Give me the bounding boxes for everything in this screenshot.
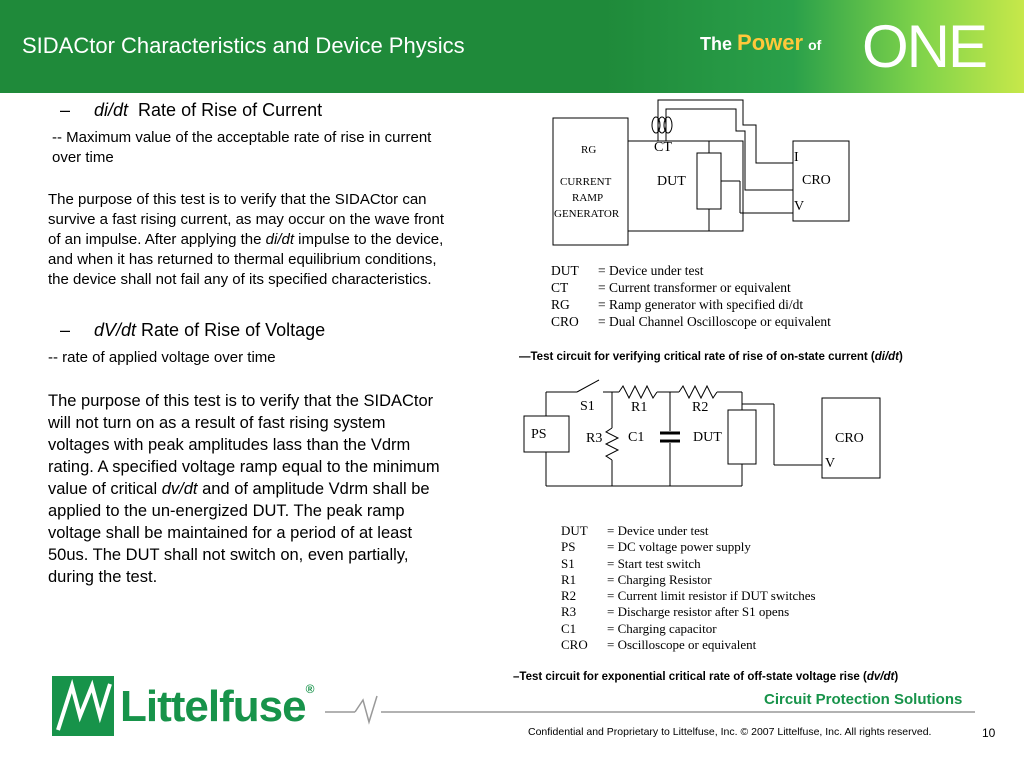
littelfuse-mark-icon bbox=[52, 676, 114, 736]
bullet2-subtext: -- rate of applied voltage over time bbox=[48, 349, 276, 366]
legend-row bbox=[551, 296, 831, 313]
legend-key: CRO bbox=[561, 637, 588, 653]
label-i: I bbox=[794, 150, 799, 165]
paragraph-text: The purpose of this test is to verify that the SIDACtor can survive a fast rising current, as may occur on the wave front of an impulse. After applying the bbox=[48, 191, 444, 248]
legend-row bbox=[561, 523, 816, 539]
legend-value: = Discharge resistor after S1 opens bbox=[607, 604, 790, 620]
bullet1-subtext: -- Maximum value of the acceptable rate of rise in current over time bbox=[52, 129, 432, 166]
legend-key: R1 bbox=[561, 571, 577, 587]
label-ps: PS bbox=[531, 427, 547, 442]
bullet-term: dV/dt bbox=[94, 320, 137, 340]
legend-key: S1 bbox=[561, 555, 575, 571]
caption-text: ) bbox=[899, 351, 903, 363]
caption-text: —Test circuit for verifying critical rate of rise of on-state current ( bbox=[519, 351, 875, 363]
legend-value: = Charging capacitor bbox=[607, 620, 717, 636]
label-current: CURRENT bbox=[560, 176, 612, 188]
paragraph-dv-dt bbox=[48, 390, 448, 588]
legend-value: = Oscilloscope or equivalent bbox=[607, 637, 757, 653]
label-dut: DUT bbox=[693, 430, 722, 445]
label-r2: R2 bbox=[692, 400, 709, 415]
label-ct: CT bbox=[654, 140, 672, 155]
label-generator: GENERATOR bbox=[554, 208, 620, 220]
legend-row bbox=[551, 279, 831, 296]
brand-one: ONE bbox=[862, 13, 987, 80]
caption-term: dv/dt bbox=[866, 671, 895, 683]
legend-key: R3 bbox=[561, 604, 577, 620]
caption-text: –Test circuit for exponential critical rate of off-state voltage rise ( bbox=[513, 671, 867, 683]
legend-key: DUT bbox=[561, 523, 588, 538]
littelfuse-wordmark bbox=[120, 682, 313, 732]
legend-row bbox=[561, 556, 816, 572]
legend-row bbox=[561, 604, 816, 620]
legend-value: = Ramp generator with specified di/dt bbox=[598, 297, 804, 312]
legend-row bbox=[561, 572, 816, 588]
logo-text: Littelfuse bbox=[120, 682, 306, 731]
label-ramp: RAMP bbox=[572, 192, 604, 204]
slide-title: SIDACtor Characteristics and Device Physics bbox=[22, 33, 465, 58]
header-bar bbox=[0, 0, 1024, 93]
label-cro: CRO bbox=[835, 431, 864, 446]
legend-key: CRO bbox=[551, 314, 579, 329]
bullet-di-dt bbox=[0, 100, 448, 120]
legend-row bbox=[551, 262, 831, 279]
legend-row bbox=[561, 588, 816, 604]
legend-value: = Dual Channel Oscilloscope or equivalent bbox=[598, 314, 831, 329]
bullet-label: Rate of Rise of Current bbox=[138, 100, 323, 120]
label-dut: DUT bbox=[657, 174, 686, 189]
legend-key: DUT bbox=[551, 263, 579, 278]
legend-value: = Current transformer or equivalent bbox=[598, 280, 791, 295]
paragraph-text: and of amplitude Vdrm shall be applied to the un-energized DUT. The peak ramp voltage shall be maintained for a period of at least 50us. The DUT shall not switch on, even partially, during the test. bbox=[48, 480, 430, 586]
dv-dt-legend bbox=[561, 523, 816, 653]
legend-row bbox=[561, 621, 816, 637]
page-number: 10 bbox=[982, 726, 996, 740]
dv-dt-caption bbox=[513, 671, 898, 683]
legend-value: = Start test switch bbox=[607, 555, 701, 571]
label-v: V bbox=[794, 199, 805, 214]
legend-value: = Device under test bbox=[607, 523, 709, 538]
legend-value: = Charging Resistor bbox=[607, 571, 712, 587]
bullet-dash: – bbox=[60, 100, 71, 120]
bullet-dv-dt bbox=[0, 320, 448, 340]
legend-value: = Current limit resistor if DUT switches bbox=[607, 588, 816, 604]
di-dt-legend bbox=[551, 262, 831, 330]
legend-key: RG bbox=[551, 297, 570, 312]
brand-of: of bbox=[808, 37, 822, 53]
label-c1: C1 bbox=[628, 430, 645, 445]
label-cro: CRO bbox=[802, 173, 831, 188]
logo-registered: ® bbox=[305, 682, 314, 696]
caption-term: di/dt bbox=[874, 351, 900, 363]
legend-key: PS bbox=[561, 539, 576, 555]
paragraph-term: di/dt bbox=[265, 231, 294, 248]
dv-dt-test-circuit bbox=[515, 370, 885, 505]
di-dt-caption bbox=[519, 351, 903, 363]
bullet-term: di/dt bbox=[94, 100, 129, 120]
legend-row bbox=[551, 313, 831, 330]
legend-key: C1 bbox=[561, 620, 577, 636]
label-r3: R3 bbox=[586, 431, 603, 446]
label-r1: R1 bbox=[631, 400, 648, 415]
label-v: V bbox=[825, 456, 836, 471]
legend-key: R2 bbox=[561, 588, 577, 604]
legend-value: = Device under test bbox=[598, 263, 704, 278]
brand-power: Power bbox=[737, 30, 804, 55]
label-rg: RG bbox=[581, 144, 597, 156]
paragraph-text: impulse to the device, and when it has returned to thermal equilibrium conditions, the device shall not fail any of its specified characteristics. bbox=[48, 231, 444, 288]
caption-text: ) bbox=[894, 671, 899, 683]
legend-value: = DC voltage power supply bbox=[607, 539, 751, 555]
paragraph-text: The purpose of this test is to verify that the SIDACtor will not turn on as a result of fast rising system voltages with peak amplitudes lass than the Vdrm rating. A specified voltage ramp equal to the minimum value of critical bbox=[48, 392, 440, 498]
power-of-one-logo bbox=[700, 13, 987, 80]
bullet-label: Rate of Rise of Voltage bbox=[141, 320, 326, 340]
brand-the: The bbox=[700, 34, 733, 54]
label-s1: S1 bbox=[580, 399, 595, 414]
legend-row bbox=[561, 539, 816, 555]
confidential-notice: Confidential and Proprietary to Littelfuse, Inc. © 2007 Littelfuse, Inc. All rights reserved. bbox=[528, 726, 932, 738]
paragraph-term: dv/dt bbox=[161, 480, 198, 498]
paragraph-di-dt bbox=[48, 190, 448, 290]
legend-key: CT bbox=[551, 280, 569, 295]
text-column bbox=[48, 100, 448, 588]
bullet-dash: – bbox=[60, 320, 71, 340]
circuit-protection-tagline: Circuit Protection Solutions bbox=[764, 691, 963, 708]
legend-row bbox=[561, 637, 816, 653]
di-dt-test-circuit bbox=[540, 95, 870, 255]
